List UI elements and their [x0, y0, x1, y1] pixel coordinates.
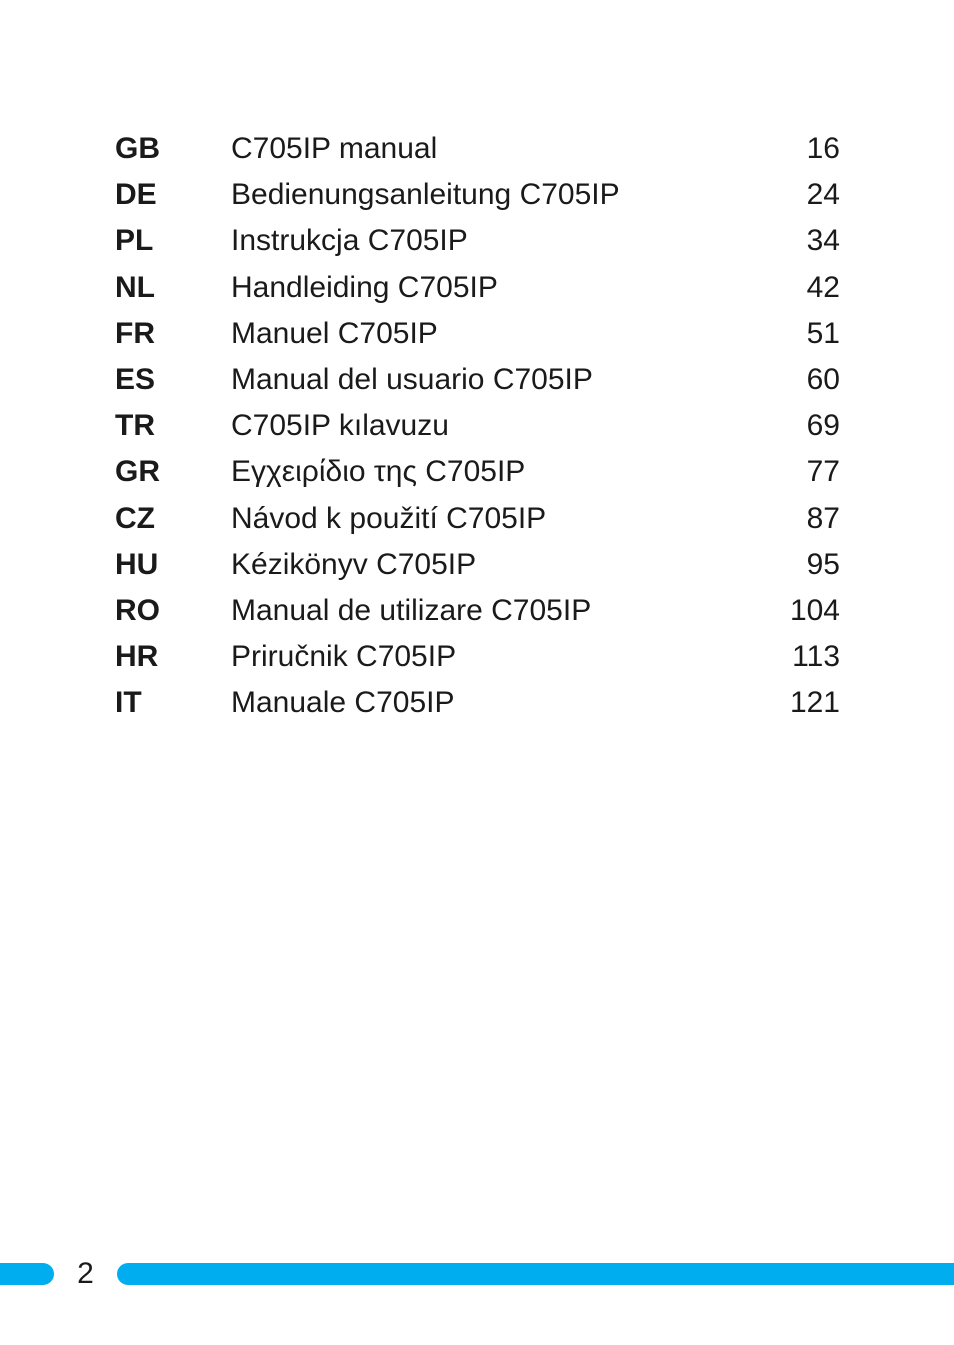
toc-language-code: GR [115, 455, 160, 489]
toc-title: Manual de utilizare C705IP [231, 593, 592, 627]
toc-language-code: ES [115, 362, 156, 396]
footer-accent-bar-right [117, 1263, 954, 1285]
toc-title: C705IP kılavuzu [231, 409, 449, 443]
toc-title: Manuale C705IP [231, 686, 455, 720]
toc-page-number: 69 [806, 409, 840, 443]
toc-language-code: CZ [115, 501, 155, 535]
toc-page-number: 60 [806, 362, 840, 396]
toc-title: Handleiding C705IP [231, 270, 498, 304]
toc-title: Manuel C705IP [231, 316, 438, 350]
footer-page-number: 2 [77, 1257, 94, 1290]
toc-language-code: PL [115, 224, 154, 258]
toc-language-code: NL [115, 270, 155, 304]
toc-page-number: 24 [806, 178, 840, 212]
toc-title: Instrukcja C705IP [231, 224, 468, 258]
toc-page-number: 77 [806, 455, 840, 489]
toc-row-nl[interactable] [115, 265, 840, 311]
toc-title: Εγχειρίδιο της C705IP [231, 455, 526, 489]
table-of-contents [115, 126, 840, 726]
toc-page-number: 87 [806, 501, 840, 535]
toc-title: Návod k použití C705IP [231, 501, 547, 535]
toc-language-code: IT [115, 686, 142, 720]
toc-page-number: 34 [806, 224, 840, 258]
toc-row-pl[interactable] [115, 218, 840, 264]
toc-row-gb[interactable] [115, 126, 840, 172]
toc-title: Priručnik C705IP [231, 640, 457, 674]
toc-row-de[interactable] [115, 172, 840, 218]
toc-language-code: HR [115, 640, 159, 674]
toc-title: Manual del usuario C705IP [231, 362, 593, 396]
toc-row-cz[interactable] [115, 496, 840, 542]
toc-language-code: TR [115, 409, 155, 443]
toc-page-number: 95 [806, 547, 840, 581]
toc-row-es[interactable] [115, 357, 840, 403]
toc-page-number: 42 [806, 270, 840, 304]
toc-page-number: 121 [789, 686, 840, 720]
toc-row-ro[interactable] [115, 588, 840, 634]
toc-row-hr[interactable] [115, 634, 840, 680]
toc-page-number: 113 [792, 640, 840, 674]
toc-row-gr[interactable] [115, 449, 840, 495]
toc-title: Bedienungsanleitung C705IP [231, 178, 620, 212]
toc-language-code: RO [115, 593, 160, 627]
toc-language-code: HU [115, 547, 159, 581]
toc-row-it[interactable] [115, 680, 840, 726]
toc-language-code: FR [115, 316, 155, 350]
footer-accent-bar-left [0, 1263, 54, 1285]
toc-row-hu[interactable] [115, 542, 840, 588]
toc-row-tr[interactable] [115, 403, 840, 449]
toc-row-fr[interactable] [115, 311, 840, 357]
toc-title: C705IP manual [231, 132, 438, 165]
toc-page-number: 104 [789, 593, 840, 627]
toc-language-code: DE [115, 178, 157, 212]
toc-title: Kézikönyv C705IP [231, 547, 477, 581]
toc-page-number: 16 [806, 132, 840, 165]
toc-page-number: 51 [806, 316, 840, 350]
toc-language-code: GB [115, 132, 160, 165]
